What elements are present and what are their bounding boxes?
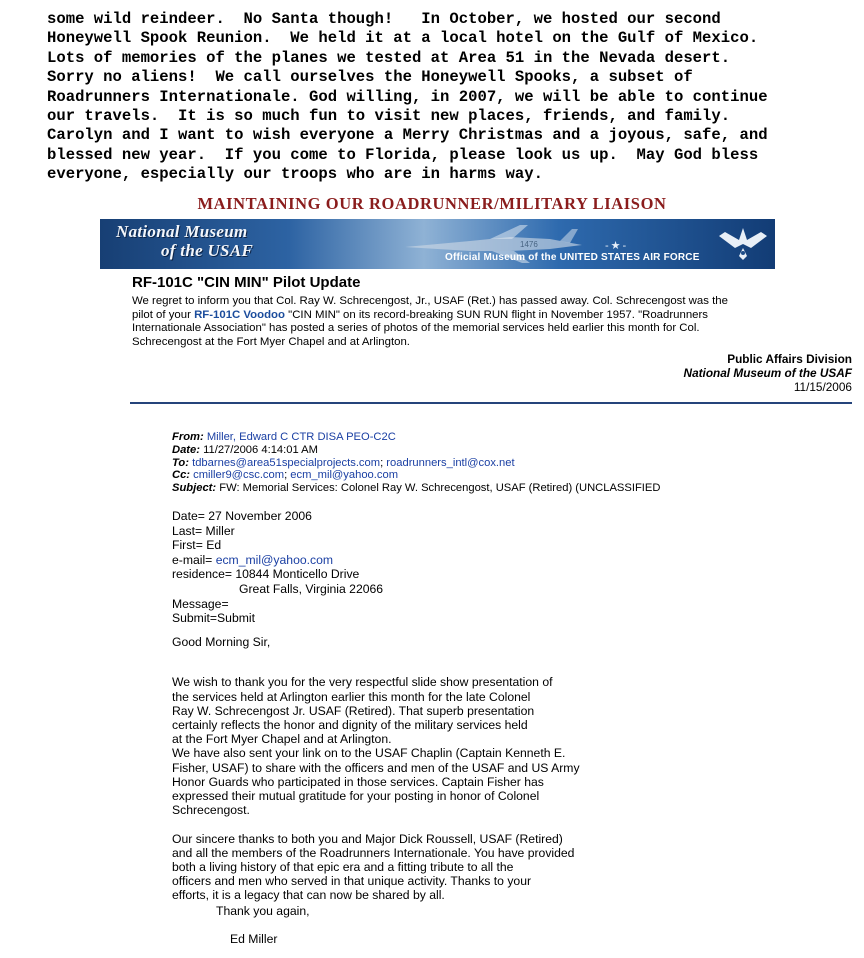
cc-address-1[interactable]: cmiller9@csc.com: [193, 469, 285, 482]
to-separator: ;: [380, 456, 387, 469]
museum-logo-line2: of the USAF: [161, 241, 254, 260]
form-date: Date= 27 November 2006: [172, 509, 312, 523]
museum-logo-line1: National Museum: [116, 222, 248, 241]
banner-official-text: Official Museum of the UNITED STATES AIR FORCE: [445, 252, 700, 263]
letter-line: Lots of memories of the planes we tested at Area 51 in the Nevada desert.: [47, 48, 731, 67]
museum-banner[interactable]: [100, 219, 775, 269]
message-line: efforts, it is a legacy that can now be shared by all.: [172, 888, 445, 903]
public-affairs-date: 11/15/2006: [793, 379, 852, 394]
form-submit: Submit=Submit: [172, 611, 255, 626]
star-emblem: -★-: [605, 240, 629, 252]
message-line: and all the members of the Roadrunners Internationale. You have provided: [172, 845, 575, 860]
form-residence-2: Great Falls, Virginia 22066: [239, 581, 384, 596]
form-first: First= Ed: [172, 538, 222, 553]
closing: Thank you again,: [216, 904, 310, 918]
message-line: Schrecengost.: [172, 803, 250, 818]
form-email-row: [172, 553, 383, 568]
cc-label: Cc:: [172, 469, 191, 482]
letter-line: Carolyn and I want to wish everyone a Merry Christmas and a joyous, safe, and: [47, 126, 768, 145]
museum-logo: [116, 222, 253, 260]
message-line: We wish to thank you for the very respectful slide show presentation of: [172, 675, 553, 690]
message-line: the services held at Arlington earlier this month for the late Colonel: [172, 689, 531, 704]
message-line: officers and men who served in that unique activity. Thanks to your: [172, 874, 532, 889]
form-submission: [172, 509, 383, 626]
from-value[interactable]: Miller, Edward C CTR DISA PEO-C2C: [206, 431, 396, 443]
from-label: From:: [172, 431, 204, 443]
letter-line: some wild reindeer. No Santa though! In October, we hosted our second: [47, 10, 721, 28]
date-value: 11/27/2006 4:14:01 AM: [203, 443, 318, 456]
email-from-row: [172, 431, 660, 444]
signature: Ed Miller: [230, 932, 278, 946]
section-heading: MAINTAINING OUR ROADRUNNER/MILITARY LIAISON: [197, 194, 667, 213]
update-line: Internationale Association" has posted a series of photos of the memorial services held earlier this month for Col.: [132, 322, 700, 335]
update-title: RF-101C "CIN MIN" Pilot Update: [132, 274, 361, 291]
letter-line: our travels. It is so much fun to visit new places, friends, and family.: [47, 107, 731, 126]
message-line: Fisher, USAF) to share with the officers and men of the USAF and US Army: [172, 760, 580, 775]
public-affairs-block: [684, 353, 852, 394]
subject-value: FW: Memorial Services: Colonel Ray W. Schrecengost, USAF (Retired) (UNCLASSIFIED: [219, 482, 661, 495]
subject-label: Subject:: [172, 482, 217, 495]
form-email-label: e-mail=: [172, 552, 216, 567]
email-header: [172, 431, 660, 495]
update-line: We regret to inform you that Col. Ray W. Schrecengost, Jr., USAF (Ret.) has passed away. Col. Schrecengost was the: [132, 295, 728, 307]
to-label: To:: [172, 456, 189, 469]
update-line: [132, 309, 852, 323]
section-divider: [130, 402, 852, 404]
form-email-link[interactable]: ecm_mil@yahoo.com: [215, 552, 334, 567]
message-line: certainly reflects the honor and dignity of the military services held: [172, 718, 528, 732]
message-line: both a living history of that epic era and a fitting tribute to all the: [172, 860, 514, 875]
message-line: Honor Guards who participated in those services. Captain Fisher has: [172, 774, 544, 789]
message-line: expressed their mutual gratitude for your posting in honor of Colonel: [172, 789, 540, 804]
message-line: at the Fort Myer Chapel and at Arlington.: [172, 732, 392, 747]
cc-separator: ;: [284, 469, 291, 482]
message-body: [172, 635, 580, 903]
email-cc-row: [172, 469, 660, 482]
message-line: We have also sent your link on to the USAF Chaplin (Captain Kenneth E.: [172, 746, 566, 761]
letter-line: Sorry no aliens! We call ourselves the Honeywell Spooks, a subset of: [47, 68, 693, 87]
air-force-wings-icon: [717, 224, 769, 264]
to-address-1[interactable]: tdbarnes@area51specialprojects.com: [192, 456, 381, 469]
letter-text: [47, 10, 847, 185]
update-text: "CIN MIN" on its record-breaking SUN RUN flight in November 1957. "Roadrunners: [284, 308, 708, 321]
letter-line: everyone, especially our troops who are in harms way.: [47, 165, 543, 184]
letter-line: blessed new year. If you come to Florida, please look us up. May God bless: [47, 145, 759, 164]
email-to-row: [172, 457, 660, 470]
form-last: Last= Miller: [172, 523, 235, 538]
update-line: Schrecengost at the Fort Myer Chapel and at Arlington.: [132, 335, 410, 348]
to-address-2[interactable]: roadrunners_intl@cox.net: [386, 456, 515, 469]
email-date-row: [172, 444, 660, 457]
svg-text:1476: 1476: [520, 240, 538, 249]
message-line: Ray W. Schrecengost Jr. USAF (Retired). That superb presentation: [172, 703, 535, 718]
form-residence-1: residence= 10844 Monticello Drive: [172, 567, 360, 582]
voodoo-link[interactable]: RF-101C Voodoo: [194, 308, 285, 321]
date-label: Date:: [172, 443, 200, 456]
form-message: Message=: [172, 596, 229, 611]
message-line: Our sincere thanks to both you and Major Dick Roussell, USAF (Retired): [172, 831, 563, 846]
public-affairs-org: National Museum of the USAF: [683, 365, 852, 380]
email-subject-row: [172, 482, 660, 495]
update-body: [132, 295, 852, 349]
greeting: Good Morning Sir,: [172, 635, 271, 649]
public-affairs-division: Public Affairs Division: [727, 352, 852, 366]
letter-line: Honeywell Spook Reunion. We held it at a local hotel on the Gulf of Mexico.: [47, 29, 759, 48]
letter-line: Roadrunners Internationale. God willing, in 2007, we will be able to continue: [47, 87, 768, 106]
cc-address-2[interactable]: ecm_mil@yahoo.com: [290, 469, 399, 482]
update-text: pilot of your: [132, 308, 195, 321]
